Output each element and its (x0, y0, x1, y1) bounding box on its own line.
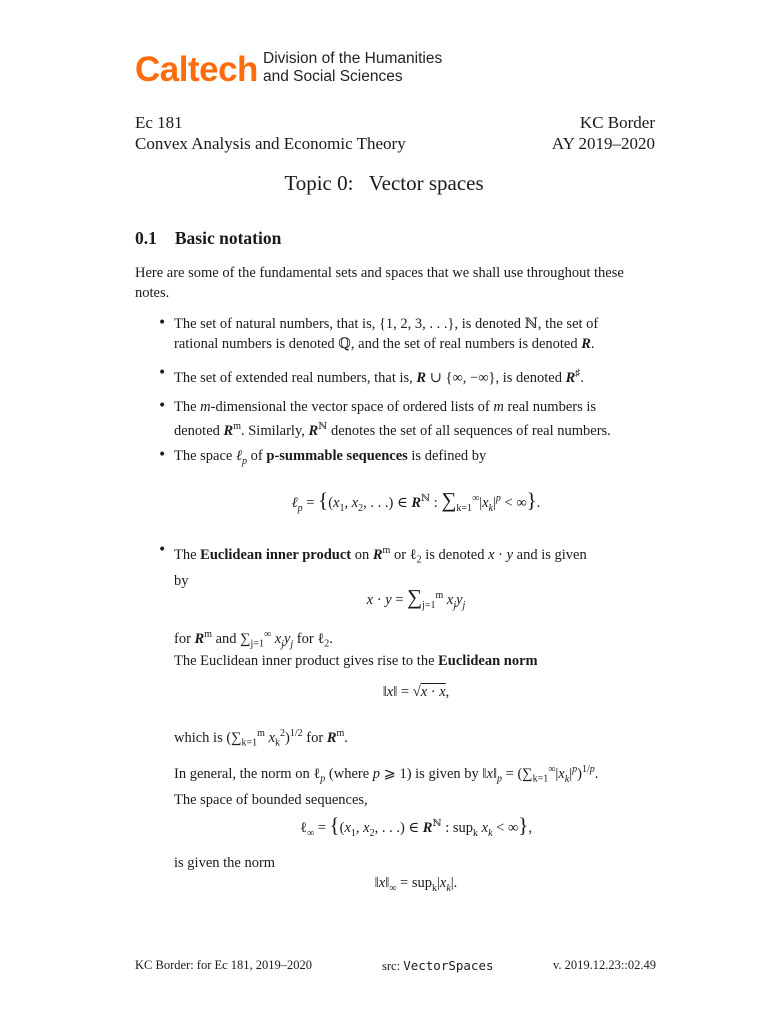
course-title: Convex Analysis and Economic Theory (135, 134, 406, 153)
inner-product-formula: $x \cdot y = \sum_{j=1}^m$ $x_jy_j$ (366, 585, 466, 611)
bullet-icon: • (158, 365, 167, 381)
given-norm: is given the norm (174, 855, 276, 871)
section-heading: 0.1 Basic notation (135, 228, 282, 248)
bullet-icon: • (158, 315, 167, 331)
linf-definition: ℓ$_\infty$ = {($x_1$, $x_2$, . . .) ∈ $R^ℕ$ : sup$_k$ $x_k$ < ∞}, (299, 813, 532, 839)
inner-product-note: for $R^m$ and $\sum_{j=1}^\infty$ $x_jy_j$ for ℓ$_2$. (174, 629, 333, 650)
list-item: The set of extended real numbers, that is, R ∪ {∞, −∞}, is denoted R♯. (174, 368, 584, 386)
list-item: The m-dimensional the vector space of ordered lists of m real numbers is denoted $R^m$. Similarly, $R^ℕ$ denotes the set of all sequences of real numbers. (174, 399, 611, 439)
list-item: The space ℓ$_p$ of p-summable sequences is defined by (174, 448, 487, 467)
author: KC Border (579, 113, 655, 132)
general-norm: In general, the norm on ℓ$_p$ (where p ⩾ 1) is given by $‖x‖_p = (\sum_{k=1}^\infty|x_k|^p)^{1/p}$. The space of bounded sequences, (174, 764, 599, 808)
course-info (135, 112, 406, 154)
list-item: The Euclidean inner product on $R^m$ or ℓ$_2$ is denoted x · y and is given by (174, 545, 587, 589)
academic-year: AY 2019–2020 (551, 134, 655, 153)
norm-intro: The Euclidean inner product gives rise to the Euclidean norm (174, 653, 538, 669)
bullet-icon: • (158, 542, 167, 558)
author-info (552, 112, 655, 154)
intro-paragraph: Here are some of the fundamental sets and spaces that we shall use throughout these notes. (135, 265, 624, 301)
course-code: Ec 181 (135, 113, 183, 132)
footer-src: src: VectorSpaces (382, 958, 494, 973)
list-item: The set of natural numbers, that is, {1, 2, 3, . . .}, is denoted ℕ, the set of rational numbers is denoted ℚ, and the set of real numbers is denoted R. (174, 316, 599, 352)
footer-version: v. 2019.12.23::02.49 (552, 958, 656, 972)
sup-norm-formula: $‖x‖_\infty = sup_k|x_k|$. (374, 875, 458, 894)
bullet-icon: • (158, 398, 167, 414)
norm-note: which is ($\sum_{k=1}^m$ $x_k^2)^{1/2}$ for $R^m$. (174, 728, 348, 749)
division-name: Division of the Humanities and Social Sciences (263, 50, 443, 85)
lp-definition: ℓ$_p$ = {($x_1$, $x_2$, . . .) ∈ $R^ℕ$ : $\sum_{k=1}^\infty|x_k|^p$ < ∞}. (291, 488, 541, 514)
bullet-icon: • (158, 447, 167, 463)
footer-left: KC Border: for Ec 181, 2019–2020 (135, 958, 313, 972)
norm-formula: ‖x‖ = √x · x, (382, 684, 450, 700)
caltech-logo: Caltech (135, 50, 258, 89)
page-title: Topic 0: Vector spaces (284, 171, 484, 195)
